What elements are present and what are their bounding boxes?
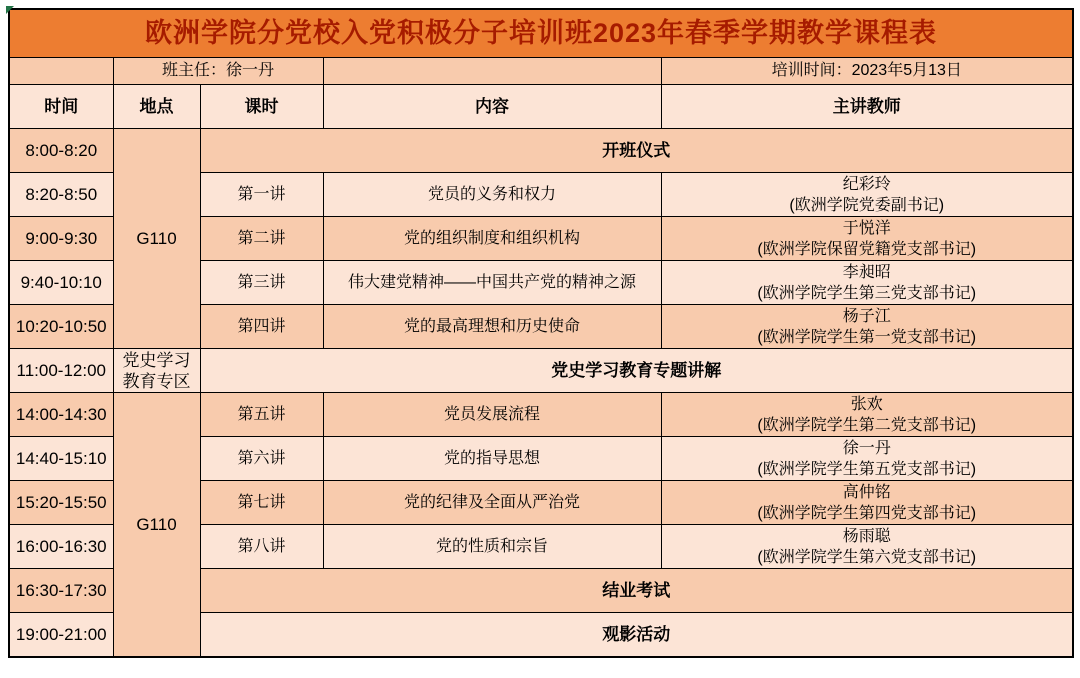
teacher-title: (欧洲学院学生第二党支部书记) (757, 416, 977, 434)
teacher-cell (661, 305, 1073, 349)
teacher-cell (661, 481, 1073, 525)
teacher-cell (661, 217, 1073, 261)
content-cell: 党员发展流程 (323, 393, 661, 437)
content-cell: 党的最高理想和历史使命 (323, 305, 661, 349)
location-cell-g110-afternoon: G110 (113, 393, 200, 658)
time-cell: 14:00-14:30 (9, 393, 113, 437)
teacher-title: (欧洲学院学生第一党支部书记) (757, 328, 977, 346)
teacher-name: 纪彩玲 (842, 175, 891, 193)
content-cell: 党的纪律及全面从严治党 (323, 481, 661, 525)
time-cell: 9:00-9:30 (9, 217, 113, 261)
time-cell: 15:20-15:50 (9, 481, 113, 525)
training-time-cell: 培训时间：2023年5月13日 (661, 58, 1073, 85)
activity-cell: 党史学习教育专题讲解 (200, 349, 1073, 393)
teacher-cell (661, 437, 1073, 481)
teacher-name: 杨子江 (842, 307, 891, 325)
session-cell: 第四讲 (200, 305, 323, 349)
content-cell: 党的指导思想 (323, 437, 661, 481)
teacher-cell (661, 525, 1073, 569)
teacher-title: (欧洲学院保留党籍党支部书记) (757, 240, 977, 258)
header-content: 内容 (323, 85, 661, 129)
title-row (9, 9, 1073, 58)
location-line: 教育专区 (122, 371, 191, 391)
table-row (9, 349, 1073, 393)
content-cell: 伟大建党精神——中国共产党的精神之源 (323, 261, 661, 305)
header-location: 地点 (113, 85, 200, 129)
activity-cell: 结业考试 (200, 569, 1073, 613)
time-cell: 16:00-16:30 (9, 525, 113, 569)
time-cell: 19:00-21:00 (9, 613, 113, 658)
location-cell-g110-morning: G110 (113, 129, 200, 349)
column-header-row (9, 85, 1073, 129)
session-cell: 第一讲 (200, 173, 323, 217)
teacher-name: 杨雨聪 (842, 527, 891, 545)
session-cell: 第七讲 (200, 481, 323, 525)
session-cell: 第五讲 (200, 393, 323, 437)
course-schedule-table (8, 8, 1074, 658)
activity-cell: 开班仪式 (200, 129, 1073, 173)
session-cell: 第八讲 (200, 525, 323, 569)
teacher-name: 徐一丹 (842, 439, 891, 457)
time-cell: 8:00-8:20 (9, 129, 113, 173)
teacher-name: 张欢 (850, 395, 883, 413)
teacher-title: (欧洲学院学生第五党支部书记) (757, 460, 977, 478)
content-cell: 党员的义务和权力 (323, 173, 661, 217)
time-cell: 11:00-12:00 (9, 349, 113, 393)
location-line: 党史学习 (122, 350, 191, 370)
header-teacher: 主讲教师 (661, 85, 1073, 129)
activity-cell: 观影活动 (200, 613, 1073, 658)
class-teacher-cell: 班主任：徐一丹 (113, 58, 323, 85)
teacher-cell (661, 393, 1073, 437)
header-session: 课时 (200, 85, 323, 129)
teacher-name: 高仲铭 (842, 483, 891, 501)
teacher-title: (欧洲学院学生第四党支部书记) (757, 504, 977, 522)
time-cell: 9:40-10:10 (9, 261, 113, 305)
time-cell: 8:20-8:50 (9, 173, 113, 217)
session-cell: 第六讲 (200, 437, 323, 481)
teacher-title: (欧洲学院党委副书记) (789, 196, 945, 214)
session-cell: 第二讲 (200, 217, 323, 261)
info-empty-cell (9, 58, 113, 85)
session-cell: 第三讲 (200, 261, 323, 305)
teacher-cell (661, 173, 1073, 217)
page-title: 欧洲学院分党校入党积极分子培训班2023年春季学期教学课程表 (9, 9, 1073, 58)
time-cell: 16:30-17:30 (9, 569, 113, 613)
info-row (9, 58, 1073, 85)
teacher-title: (欧洲学院学生第六党支部书记) (757, 548, 977, 566)
teacher-name: 李昶昭 (842, 263, 891, 281)
time-cell: 10:20-10:50 (9, 305, 113, 349)
content-cell: 党的性质和宗旨 (323, 525, 661, 569)
table-row (9, 393, 1073, 437)
teacher-cell (661, 261, 1073, 305)
teacher-title: (欧洲学院学生第三党支部书记) (757, 284, 977, 302)
location-cell-party-history-zone (113, 349, 200, 393)
time-cell: 14:40-15:10 (9, 437, 113, 481)
content-cell: 党的组织制度和组织机构 (323, 217, 661, 261)
info-empty-cell (323, 58, 661, 85)
teacher-name: 于悦洋 (842, 219, 891, 237)
header-time: 时间 (9, 85, 113, 129)
green-corner-marker (6, 6, 14, 14)
table-row (9, 129, 1073, 173)
